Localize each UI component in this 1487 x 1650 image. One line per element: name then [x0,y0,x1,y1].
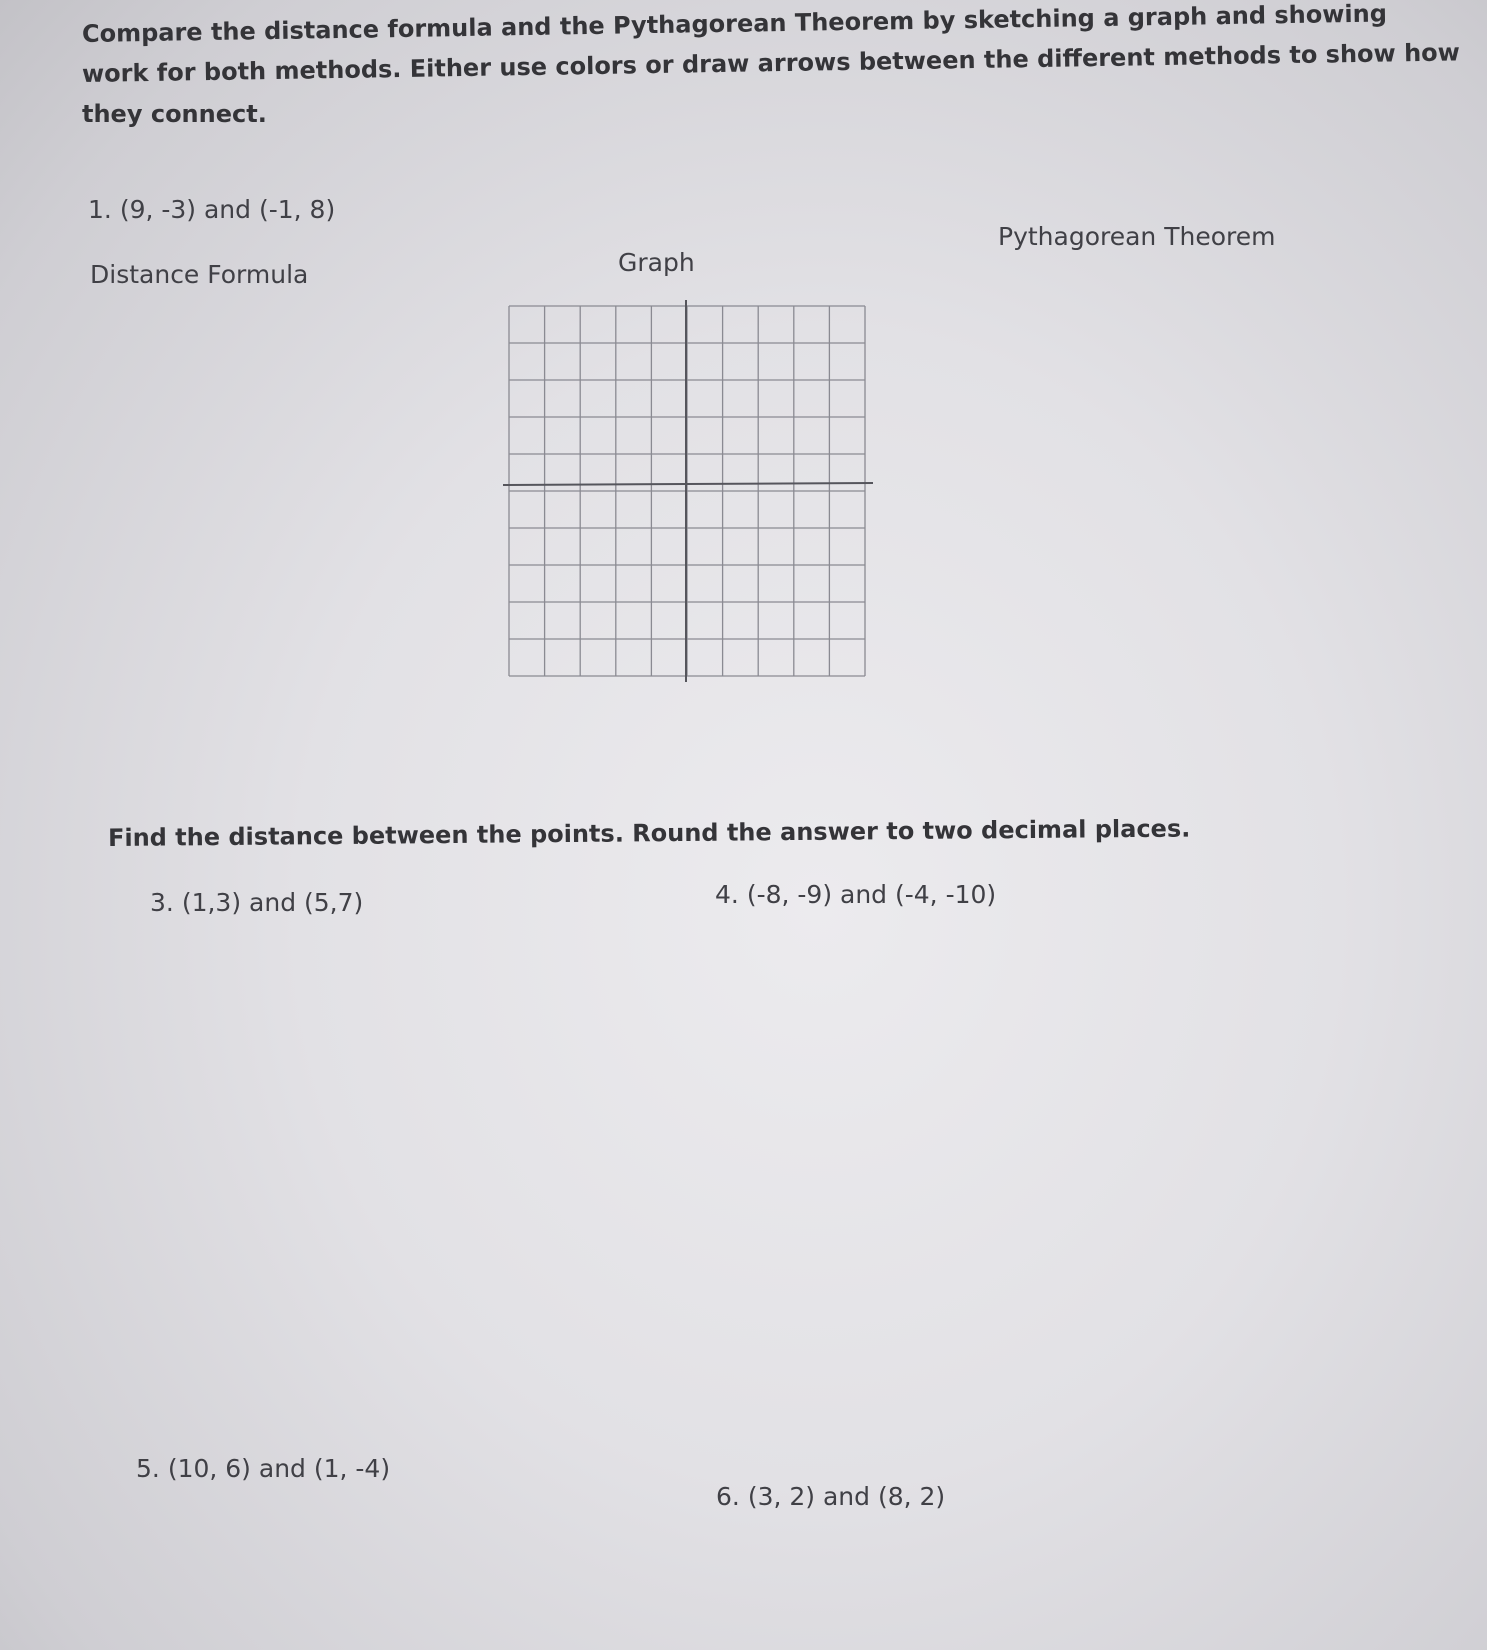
problem-number: 6. [716,1482,740,1511]
problem-5 [136,1454,390,1483]
pythagorean-theorem-label: Pythagorean Theorem [998,222,1276,251]
section-heading: Find the distance between the points. Round the answer to two decimal places. [107,814,1191,852]
instructions-line-1: Compare the distance formula and the Pythagorean Theorem by sketching a graph and showing [81,0,1388,48]
problem-number: 5. [136,1454,160,1483]
problem-points: (1,3) and (5,7) [181,888,364,917]
instructions-line-3: they connect. [82,100,267,128]
coordinate-grid[interactable] [503,300,873,682]
problem-points: (-8, -9) and (-4, -10) [746,880,997,909]
problem-points: (3, 2) and (8, 2) [747,1482,946,1511]
problem-number: 4. [715,880,739,909]
problem-number: 3. [150,888,174,917]
graph-label: Graph [618,248,695,277]
problem-4 [715,880,996,909]
problem-number: 1. [88,195,112,224]
problem-points: (10, 6) and (1, -4) [167,1454,391,1483]
distance-formula-label: Distance Formula [90,260,309,289]
problem-3 [150,888,363,917]
problem-points: (9, -3) and (-1, 8) [119,195,336,224]
instructions-line-2: work for both methods. Either use colors or draw arrows between the different methods to show how [81,38,1461,88]
problem-1 [88,195,335,224]
x-axis [503,483,873,485]
instructions [81,0,1482,134]
problem-6 [716,1482,945,1511]
